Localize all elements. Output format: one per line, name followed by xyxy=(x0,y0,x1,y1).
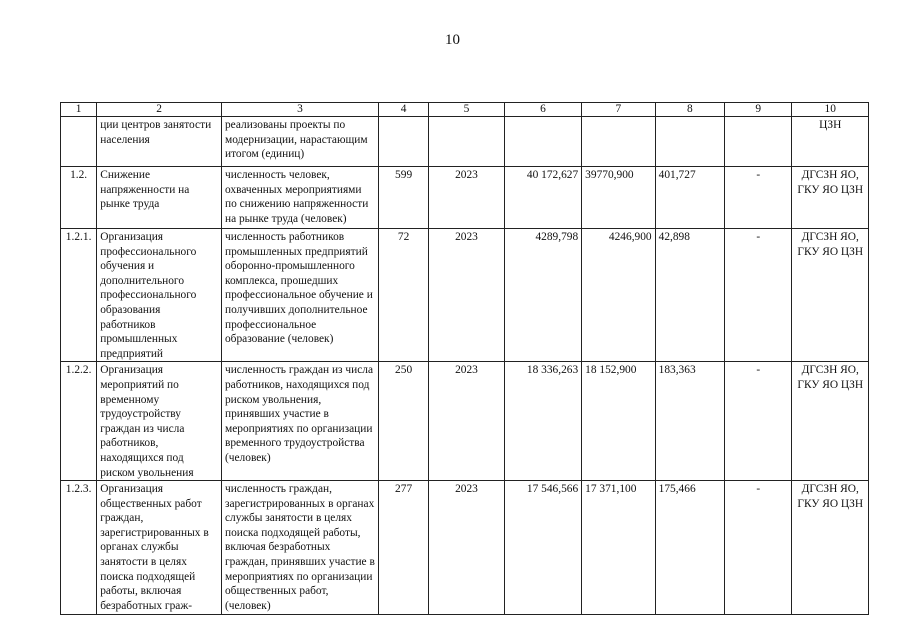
indicator-value xyxy=(378,117,428,167)
total-amount: 17 546,566 xyxy=(504,481,581,615)
regional-amount: 183,363 xyxy=(655,362,724,481)
header-cell: 7 xyxy=(582,103,655,117)
row-number: 1.2.2. xyxy=(61,362,97,481)
indicator-value: 72 xyxy=(378,229,428,362)
year: 2023 xyxy=(429,229,504,362)
activity-name: Снижение напряженности на рынке труда xyxy=(97,167,222,229)
executor: ДГСЗН ЯО, ГКУ ЯО ЦЗН xyxy=(792,229,869,362)
table-header-row xyxy=(61,103,869,117)
other-amount: - xyxy=(725,481,792,615)
table-row xyxy=(61,167,869,229)
header-cell: 10 xyxy=(792,103,869,117)
header-cell: 4 xyxy=(378,103,428,117)
table-row xyxy=(61,229,869,362)
header-cell: 1 xyxy=(61,103,97,117)
regional-amount xyxy=(655,117,724,167)
regional-amount: 401,727 xyxy=(655,167,724,229)
table-row xyxy=(61,117,869,167)
activity-name: Организация мероприятий по временному трудоустройству граждан из числа работников, находящихся под риском увольнения xyxy=(97,362,222,481)
indicator-value: 250 xyxy=(378,362,428,481)
header-cell: 6 xyxy=(504,103,581,117)
indicator-text: реализованы проекты по модернизации, нарастающим итогом (единиц) xyxy=(221,117,378,167)
federal-amount: 39770,900 xyxy=(582,167,655,229)
regional-amount: 175,466 xyxy=(655,481,724,615)
federal-amount: 4246,900 xyxy=(582,229,655,362)
total-amount: 18 336,263 xyxy=(504,362,581,481)
table-row xyxy=(61,481,869,615)
executor: ДГСЗН ЯО, ГКУ ЯО ЦЗН xyxy=(792,167,869,229)
regional-amount: 42,898 xyxy=(655,229,724,362)
row-number: 1.2.1. xyxy=(61,229,97,362)
year xyxy=(429,117,504,167)
indicator-text: численность работников промышленных предприятий оборонно-промышленного комплекса, прошедших профессиональное обучение и получивших дополнительное профессиональное образование (человек) xyxy=(221,229,378,362)
federal-amount: 17 371,100 xyxy=(582,481,655,615)
activity-name: ции центров занятости населения xyxy=(97,117,222,167)
header-cell: 8 xyxy=(655,103,724,117)
indicator-text: численность человек, охваченных мероприятиями по снижению напряженности на рынке труда (человек) xyxy=(221,167,378,229)
page-number: 10 xyxy=(445,32,460,48)
total-amount xyxy=(504,117,581,167)
header-cell: 2 xyxy=(97,103,222,117)
executor: ДГСЗН ЯО, ГКУ ЯО ЦЗН xyxy=(792,481,869,615)
other-amount: - xyxy=(725,229,792,362)
row-number xyxy=(61,117,97,167)
indicator-text: численность граждан из числа работников, находящихся под риском увольнения, принявших участие в мероприятиях по организации временного трудоустройства (человек) xyxy=(221,362,378,481)
indicator-text: численность граждан, зарегистрированных в органах службы занятости в целях поиска подходящей работы, включая безработных граждан, принявших участие в мероприятиях по организации общественных работ, (человек) xyxy=(221,481,378,615)
header-cell: 9 xyxy=(725,103,792,117)
activity-name: Организация профессионального обучения и дополнительного профессионального образования работников промышленных предприятий xyxy=(97,229,222,362)
table-row xyxy=(61,362,869,481)
year: 2023 xyxy=(429,362,504,481)
row-number: 1.2.3. xyxy=(61,481,97,615)
total-amount: 40 172,627 xyxy=(504,167,581,229)
other-amount xyxy=(725,117,792,167)
executor: ДГСЗН ЯО, ГКУ ЯО ЦЗН xyxy=(792,362,869,481)
activity-name: Организация общественных работ граждан, зарегистрированных в органах службы занятости в целях поиска подходящей работы, включая безработных граж- xyxy=(97,481,222,615)
indicator-value: 599 xyxy=(378,167,428,229)
indicator-value: 277 xyxy=(378,481,428,615)
row-number: 1.2. xyxy=(61,167,97,229)
total-amount: 4289,798 xyxy=(504,229,581,362)
other-amount: - xyxy=(725,167,792,229)
year: 2023 xyxy=(429,167,504,229)
header-cell: 3 xyxy=(221,103,378,117)
federal-amount: 18 152,900 xyxy=(582,362,655,481)
other-amount: - xyxy=(725,362,792,481)
header-cell: 5 xyxy=(429,103,504,117)
federal-amount xyxy=(582,117,655,167)
year: 2023 xyxy=(429,481,504,615)
executor: ЦЗН xyxy=(792,117,869,167)
program-table xyxy=(60,102,869,615)
